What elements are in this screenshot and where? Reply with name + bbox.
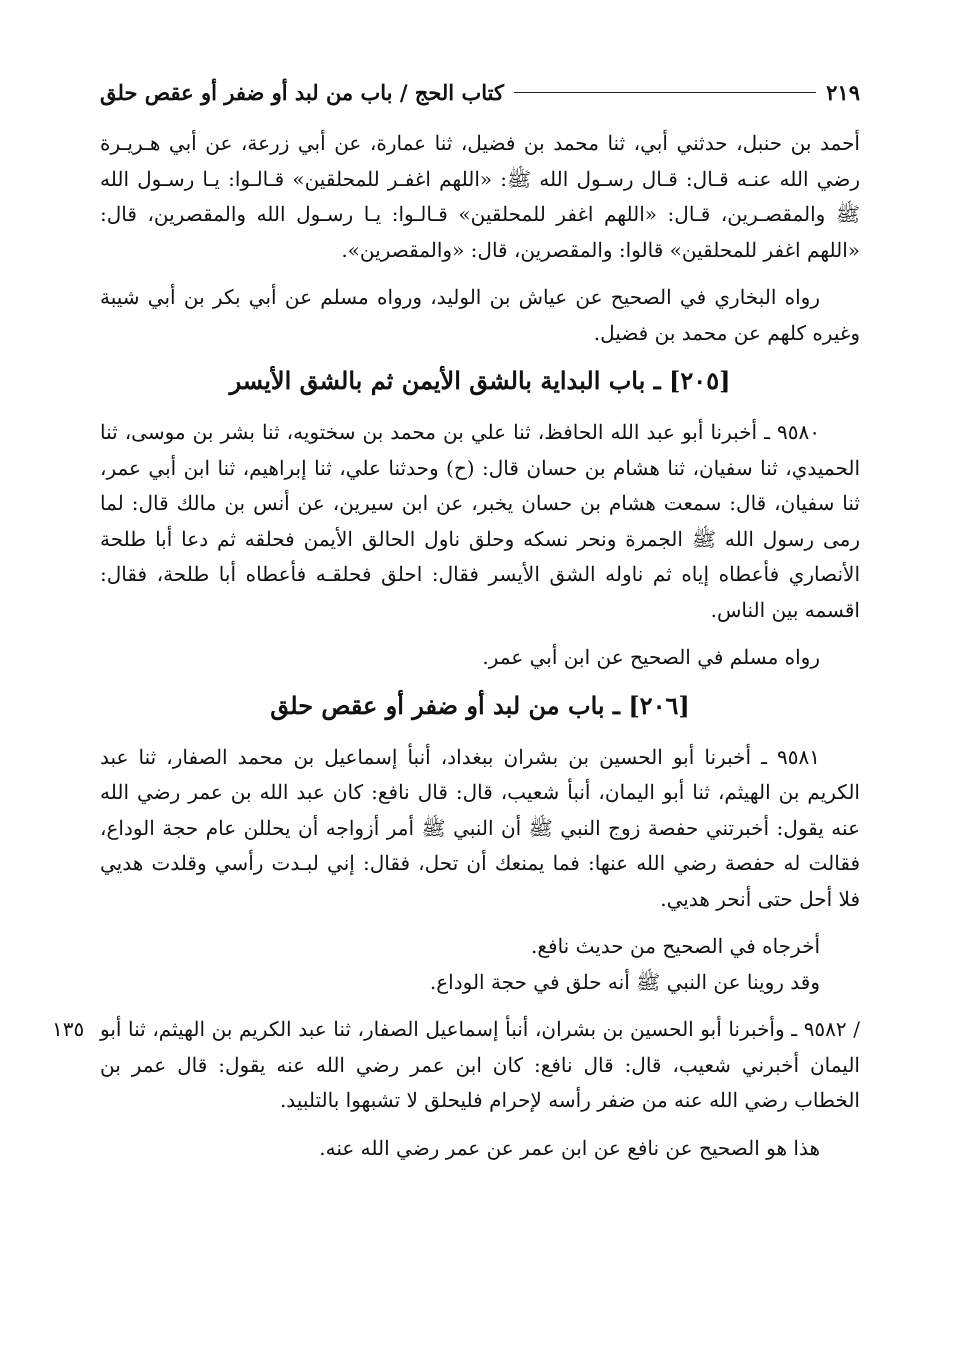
paragraph-hadith-continuation: أحمد بن حنبل، حدثني أبي، ثنا محمد بن فضيل، ثنا عمارة، عن أبي زرعة، عن أبي هـريـرة رضي الله عنـه قـال: قـال رسـول الله ﷺ: «اللهم اغفـر للمحلقين» قـالـوا: يـا رسـول الله ﷺ والمقصـرين، قـال: «اللهم اغفر للمحلقين» قـالـوا: يـا رسـول الله والمقصرين، قال: «اللهم اغفر للمحلقين» قالوا: والمقصرين، قال: «والمقصرين». bbox=[100, 131, 860, 262]
paragraph-hadith-9582: / ٩٥٨٢ ـ وأخبرنا أبو الحسين بن بشران، أنبأ إسماعيل الصفار، ثنا عبد الكريم بن الهيثم، ثنا أبو اليمان أخبرني شعيب، قال: قال نافع: كان ابن عمر رضي الله عنه يقول: قال عمر بن الخطاب رضي الله عنه من ضفر رأسه لإحرام فليحلق لا تشبهوا بالتلبيد. bbox=[100, 1017, 860, 1112]
chapter-heading-205: [٢٠٥] ـ باب البداية بالشق الأيمن ثم بالشق الأيسر bbox=[229, 366, 731, 395]
margin-folio-number: ١٣٥ bbox=[52, 1017, 85, 1041]
paragraph-hadith-9580: ٩٥٨٠ ـ أخبرنا أبو عبد الله الحافظ، ثنا علي بن محمد بن سختويه، ثنا بشر بن موسى، ثنا الحميدي، ثنا سفيان، ثنا هشام بن حسان قال: (ح) وحدثنا علي، ثنا إبراهيم، ثنا ابن أبي عمر، ثنا سفيان، قال: سمعت هشام بن حسان يخبر، عن ابن سيرين، عن أنس بن مالك قال: لما رمى رسول الله ﷺ الجمرة ونحر نسكه وحلق ناول الحالق الأيمن فحلقه ثم دعا أبا طلحة الأنصاري فأعطاه إياه ثم ناوله الشق الأيسر فقال: احلق فحلقـه فأعطاه أبا طلحة، فقال: اقسمه بين الناس. bbox=[100, 420, 860, 622]
paragraph-conclusion: هذا هو الصحيح عن نافع عن ابن عمر عن عمر رضي الله عنه. bbox=[319, 1135, 820, 1160]
running-header bbox=[100, 72, 860, 112]
main-text bbox=[52, 126, 860, 1166]
paragraph-attribution-1: رواه البخاري في الصحيح عن عياش بن الوليد، ورواه مسلم عن أبي بكر بن أبي شيبة وغيره كلهم عن محمد بن فضيل. bbox=[100, 285, 860, 345]
paragraph-hadith-9581: ٩٥٨١ ـ أخبرنا أبو الحسين بن بشران ببغداد، أنبأ إسماعيل بن محمد الصفار، ثنا عبد الكريم بن الهيثم، ثنا أبو اليمان، أنبأ شعيب، قال: قال نافع: كان عبد الله بن عمر رضي الله عنه يقول: أخبرتني حفصة زوج النبي ﷺ أن النبي ﷺ أمر أزواجه أن يحللن عام حجة الوداع، فقالت له حفصة رضي الله عنها: فما يمنعك أن تحل، فقال: إني لبـدت رأسي وقلدت هديي فلا أحل حتى أنحر هديي. bbox=[100, 744, 860, 911]
hadith-9582-block bbox=[52, 1012, 860, 1119]
paragraph-attribution-3: أخرجاه في الصحيح من حديث نافع. bbox=[531, 934, 820, 958]
page-number: ٢١٩ bbox=[826, 79, 860, 105]
running-title: كتاب الحج / باب من لبد أو ضفر أو عقص حلق bbox=[100, 79, 504, 105]
paragraph-attribution-2: رواه مسلم في الصحيح عن ابن أبي عمر. bbox=[482, 645, 820, 669]
chapter-heading-206: [٢٠٦] ـ باب من لبد أو ضفر أو عقص حلق bbox=[270, 690, 690, 720]
paragraph-note: وقد روينا عن النبي ﷺ أنه حلق في حجة الوداع. bbox=[429, 969, 820, 994]
header-rule bbox=[514, 92, 816, 93]
